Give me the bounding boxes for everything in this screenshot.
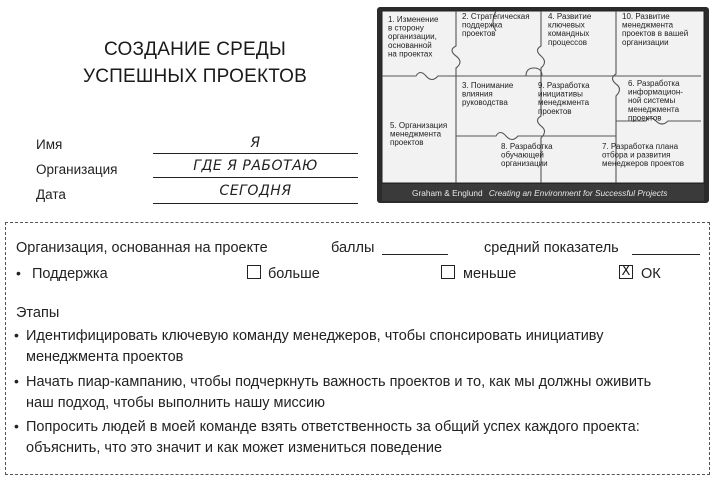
puzzle-piece-8-line: 5. Организация — [390, 121, 448, 130]
step-1 — [26, 326, 706, 368]
organization-line[interactable] — [153, 177, 358, 178]
puzzle-piece-1-line: основанной — [388, 40, 432, 50]
puzzle-piece-10-line: 7. Разработка плана — [602, 142, 679, 151]
puzzle-piece-5-line: 3. Понимание — [462, 81, 514, 90]
average-line[interactable] — [632, 254, 700, 255]
name-line[interactable] — [153, 153, 358, 154]
checkbox-less[interactable] — [441, 265, 455, 279]
caption-authors: Graham & Englund — [412, 188, 483, 198]
option-less-label: меньше — [463, 266, 517, 282]
step-1-bullet: • — [14, 327, 19, 343]
date-value: СЕГОДНЯ — [219, 183, 292, 199]
puzzle-piece-6-line: 9. Разработка — [538, 81, 590, 90]
puzzle-piece-9-line: обучающей — [501, 150, 544, 160]
puzzle-piece-8-line: проектов — [390, 138, 424, 148]
puzzle-piece-10-line: отбора и развития — [602, 150, 671, 160]
score-line[interactable] — [382, 254, 448, 255]
puzzle-piece-7-line: 6. Разработка — [628, 79, 680, 88]
puzzle-piece-4-line: организации — [622, 37, 669, 47]
step-3-line-1: Попросить людей в моей команде взять ответственность за общий успех каждого проекта: — [26, 419, 640, 435]
puzzle-piece-8-line: менеджмента — [390, 129, 442, 139]
date-line[interactable] — [153, 203, 358, 204]
puzzle-piece-1-line: на проектах — [388, 49, 433, 59]
step-1-line-1: Идентифицировать ключевую команду менеджеров, чтобы спонсировать инициативу — [26, 328, 604, 344]
support-bullet: • — [16, 265, 21, 281]
puzzle-piece-1-line: 1. Изменение — [388, 15, 439, 24]
puzzle-piece-3 — [548, 12, 592, 47]
puzzle-piece-2-line: проектов — [462, 29, 496, 39]
date-label: Дата — [36, 187, 66, 202]
puzzle-piece-4-line: 10. Развитие — [622, 12, 670, 21]
page-title-line-1: СОЗДАНИЕ СРЕДЫ — [104, 39, 286, 60]
organization-label: Организация — [36, 162, 118, 177]
checkbox-ok[interactable] — [619, 265, 633, 279]
puzzle-piece-2-line: 2. Стратегическая — [462, 12, 530, 21]
puzzle-piece-1-line: в сторону — [388, 23, 424, 33]
puzzle-piece-2-line: поддержка — [462, 20, 503, 30]
puzzle-piece-4-line: менеджмента — [622, 20, 674, 30]
score-label: баллы — [331, 240, 375, 256]
puzzle-piece-10-line: менеджеров проектов — [602, 159, 685, 169]
puzzle-svg — [376, 6, 710, 204]
puzzle-piece-6-line: проектов — [538, 106, 572, 116]
puzzle-piece-6-line: инициативы — [538, 89, 583, 99]
puzzle-piece-7-line: ной системы — [628, 96, 676, 106]
puzzle-piece-1 — [388, 15, 439, 58]
steps-heading: Этапы — [16, 305, 60, 321]
checkbox-more[interactable] — [247, 265, 261, 279]
puzzle-piece-3-line: командных — [548, 29, 590, 39]
org-project-label: Организация, основанная на проекте — [16, 240, 268, 256]
puzzle-piece-3-line: процессов — [548, 37, 587, 47]
check-mark-icon: X — [621, 264, 631, 279]
puzzle-piece-5-line: влияния — [462, 89, 493, 99]
name-value: Я — [250, 135, 261, 151]
page-title-line-2: УСПЕШНЫХ ПРОЕКТОВ — [82, 66, 308, 87]
average-label: средний показатель — [484, 240, 619, 256]
step-2-bullet: • — [14, 373, 19, 389]
option-more-label: больше — [268, 266, 320, 282]
step-2 — [26, 372, 706, 414]
step-2-line-1: Начать пиар-кампанию, чтобы подчеркнуть важность проектов и то, как мы должны оживить — [26, 374, 652, 390]
puzzle-piece-7-line: информацион- — [628, 87, 683, 97]
step-3-bullet: • — [14, 418, 19, 434]
step-2-line-2: наш подход, чтобы выполнить нашу миссию — [26, 395, 326, 411]
puzzle-illustration — [376, 6, 710, 204]
step-3 — [26, 417, 706, 459]
puzzle-piece-1-line: организации, — [388, 32, 437, 42]
svg-text:Graham & Englund Creatin — [412, 188, 667, 198]
puzzle-piece-5-line: руководства — [462, 98, 508, 108]
puzzle-piece-3-line: ключевых — [548, 20, 585, 30]
puzzle-piece-4-line: проектов в вашей — [622, 29, 689, 39]
step-1-line-2: менеджмента проектов — [26, 349, 184, 365]
puzzle-piece-3-line: 4. Развитие — [548, 12, 592, 21]
puzzle-piece-9-line: 8. Разработка — [501, 142, 553, 151]
option-ok-label: ОК — [641, 266, 661, 282]
puzzle-piece-6-line: менеджмента — [538, 98, 590, 108]
puzzle-piece-7-line: менеджмента — [628, 104, 680, 114]
caption-title: Creating an Environment for Successful Projects — [488, 188, 668, 198]
support-label: Поддержка — [32, 266, 108, 282]
puzzle-piece-9-line: организации — [501, 159, 548, 169]
name-label: Имя — [36, 137, 63, 152]
puzzle-piece-7-line: проектов — [628, 113, 662, 123]
step-3-line-2: объяснить, что это значит и как может измениться поведение — [26, 440, 443, 456]
organization-value: ГДЕ Я РАБОТАЮ — [193, 158, 318, 174]
